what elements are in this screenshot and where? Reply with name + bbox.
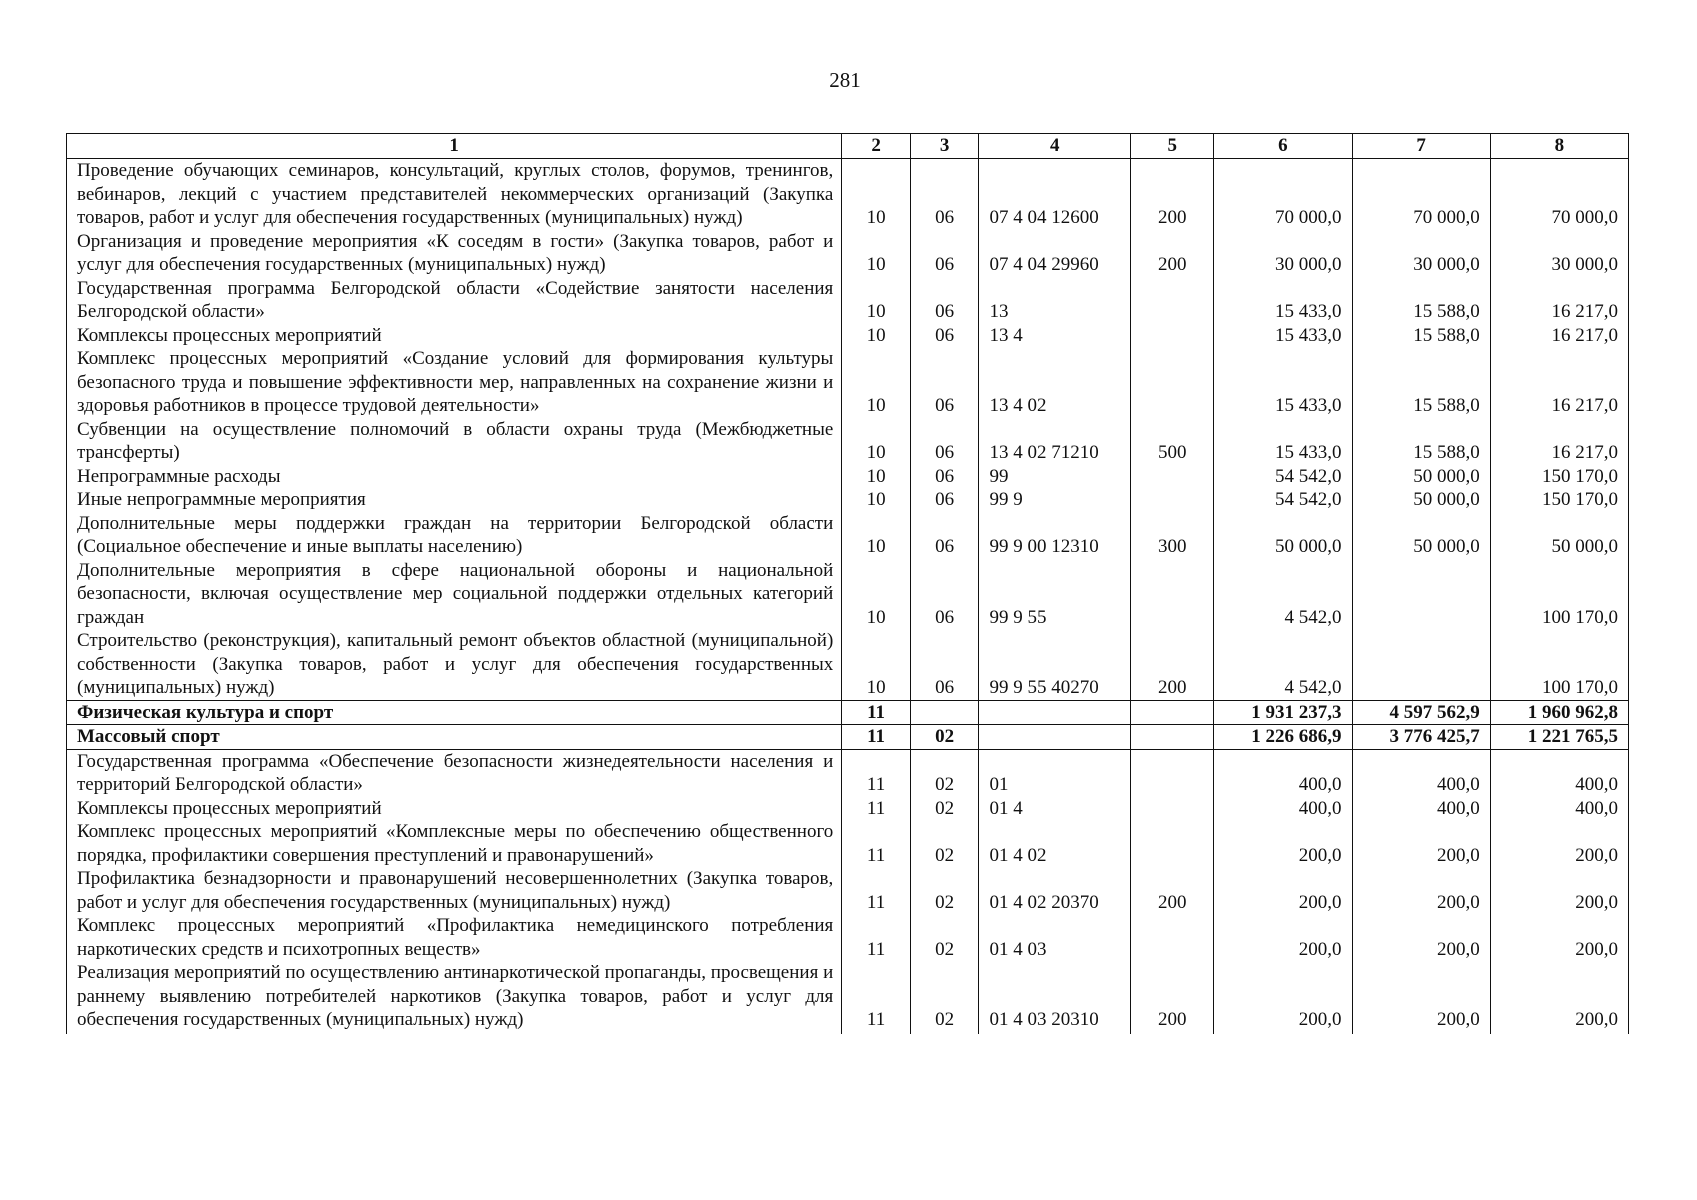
row-description: Комплексы процессных мероприятий xyxy=(67,324,842,348)
row-subsection-code: 06 xyxy=(910,230,979,277)
row-amount-col-8: 150 170,0 xyxy=(1490,488,1628,512)
row-target-article-code: 13 xyxy=(979,277,1131,324)
table-row xyxy=(67,512,1629,559)
row-target-article-code: 99 xyxy=(979,465,1131,489)
row-description: Государственная программа «Обеспечение безопасности жизнедеятельности населения и территорий Белгородской области» xyxy=(67,749,842,797)
table-row xyxy=(67,820,1629,867)
row-amount-col-7: 3 776 425,7 xyxy=(1352,725,1490,750)
row-section-code: 10 xyxy=(842,629,911,700)
row-description: Государственная программа Белгородской области «Содействие занятости населения Белгородской области» xyxy=(67,277,842,324)
table-header xyxy=(67,134,1629,159)
row-description: Непрограммные расходы xyxy=(67,465,842,489)
row-description: Иные непрограммные мероприятия xyxy=(67,488,842,512)
row-expense-type-code xyxy=(1131,820,1214,867)
row-target-article-code: 01 4 03 20310 xyxy=(979,961,1131,1034)
budget-table xyxy=(66,133,1629,1034)
row-section-code: 11 xyxy=(842,749,911,797)
row-amount-col-8: 1 221 765,5 xyxy=(1490,725,1628,750)
table-row xyxy=(67,347,1629,418)
row-section-code: 10 xyxy=(842,488,911,512)
row-expense-type-code xyxy=(1131,488,1214,512)
table-row xyxy=(67,914,1629,961)
row-subsection-code: 06 xyxy=(910,277,979,324)
row-amount-col-8: 400,0 xyxy=(1490,797,1628,821)
row-amount-col-8: 1 960 962,8 xyxy=(1490,700,1628,725)
row-subsection-code: 02 xyxy=(910,961,979,1034)
row-description: Организация и проведение мероприятия «К соседям в гости» (Закупка товаров, работ и услуг для обеспечения государственных (муниципальных) нужд) xyxy=(67,230,842,277)
row-amount-col-8: 200,0 xyxy=(1490,867,1628,914)
row-target-article-code: 99 9 55 xyxy=(979,559,1131,630)
row-amount-col-6: 15 433,0 xyxy=(1214,324,1352,348)
header-col-3: 3 xyxy=(910,134,979,159)
row-amount-col-8: 16 217,0 xyxy=(1490,418,1628,465)
row-subsection-code: 06 xyxy=(910,418,979,465)
row-amount-col-8: 400,0 xyxy=(1490,749,1628,797)
row-expense-type-code xyxy=(1131,465,1214,489)
row-amount-col-8: 16 217,0 xyxy=(1490,347,1628,418)
row-target-article-code: 99 9 00 12310 xyxy=(979,512,1131,559)
row-amount-col-7 xyxy=(1352,629,1490,700)
row-amount-col-7: 15 588,0 xyxy=(1352,347,1490,418)
table-row xyxy=(67,418,1629,465)
row-expense-type-code xyxy=(1131,700,1214,725)
row-amount-col-6: 200,0 xyxy=(1214,961,1352,1034)
row-expense-type-code: 200 xyxy=(1131,159,1214,230)
row-section-code: 10 xyxy=(842,277,911,324)
row-amount-col-7: 400,0 xyxy=(1352,797,1490,821)
row-amount-col-7: 15 588,0 xyxy=(1352,418,1490,465)
header-col-6: 6 xyxy=(1214,134,1352,159)
row-amount-col-6: 54 542,0 xyxy=(1214,465,1352,489)
row-subsection-code: 02 xyxy=(910,914,979,961)
row-expense-type-code xyxy=(1131,725,1214,750)
header-col-5: 5 xyxy=(1131,134,1214,159)
row-expense-type-code: 200 xyxy=(1131,230,1214,277)
row-amount-col-8: 16 217,0 xyxy=(1490,324,1628,348)
row-description: Комплекс процессных мероприятий «Создание условий для формирования культуры безопасного труда и повышение эффективности мер, направленных на сохранение жизни и здоровья работников в процессе трудовой деятельности» xyxy=(67,347,842,418)
row-subsection-code: 06 xyxy=(910,159,979,230)
row-amount-col-6: 15 433,0 xyxy=(1214,277,1352,324)
table-row xyxy=(67,629,1629,700)
row-subsection-code: 06 xyxy=(910,559,979,630)
row-subsection-code: 02 xyxy=(910,820,979,867)
row-description: Профилактика безнадзорности и правонарушений несовершеннолетних (Закупка товаров, работ и услуг для обеспечения государственных (муниципальных) нужд) xyxy=(67,867,842,914)
row-section-code: 11 xyxy=(842,725,911,750)
row-description: Комплекс процессных мероприятий «Профилактика немедицинского потребления наркотических средств и психотропных веществ» xyxy=(67,914,842,961)
header-col-8: 8 xyxy=(1490,134,1628,159)
row-expense-type-code xyxy=(1131,324,1214,348)
table-row xyxy=(67,725,1629,750)
row-section-code: 10 xyxy=(842,159,911,230)
row-amount-col-7: 50 000,0 xyxy=(1352,465,1490,489)
row-amount-col-6: 15 433,0 xyxy=(1214,347,1352,418)
row-section-code: 11 xyxy=(842,797,911,821)
row-amount-col-8: 200,0 xyxy=(1490,914,1628,961)
row-amount-col-7 xyxy=(1352,559,1490,630)
row-description: Массовый спорт xyxy=(67,725,842,750)
row-section-code: 10 xyxy=(842,347,911,418)
row-subsection-code xyxy=(910,700,979,725)
row-target-article-code: 07 4 04 29960 xyxy=(979,230,1131,277)
row-amount-col-7: 200,0 xyxy=(1352,820,1490,867)
row-amount-col-6: 4 542,0 xyxy=(1214,629,1352,700)
row-expense-type-code xyxy=(1131,347,1214,418)
row-description: Физическая культура и спорт xyxy=(67,700,842,725)
row-amount-col-6: 400,0 xyxy=(1214,797,1352,821)
row-description: Субвенции на осуществление полномочий в области охраны труда (Межбюджетные трансферты) xyxy=(67,418,842,465)
row-amount-col-8: 200,0 xyxy=(1490,961,1628,1034)
row-amount-col-7: 15 588,0 xyxy=(1352,324,1490,348)
row-amount-col-8: 100 170,0 xyxy=(1490,629,1628,700)
row-target-article-code: 13 4 02 71210 xyxy=(979,418,1131,465)
row-expense-type-code xyxy=(1131,277,1214,324)
row-amount-col-7: 50 000,0 xyxy=(1352,512,1490,559)
row-amount-col-7: 30 000,0 xyxy=(1352,230,1490,277)
row-amount-col-7: 15 588,0 xyxy=(1352,277,1490,324)
header-row xyxy=(67,134,1629,159)
row-subsection-code: 02 xyxy=(910,725,979,750)
table-row xyxy=(67,559,1629,630)
row-section-code: 11 xyxy=(842,700,911,725)
row-subsection-code: 06 xyxy=(910,465,979,489)
row-amount-col-6: 54 542,0 xyxy=(1214,488,1352,512)
row-target-article-code: 99 9 xyxy=(979,488,1131,512)
row-expense-type-code xyxy=(1131,749,1214,797)
table-body xyxy=(67,159,1629,1034)
row-amount-col-8: 200,0 xyxy=(1490,820,1628,867)
row-description: Проведение обучающих семинаров, консультаций, круглых столов, форумов, тренингов, вебинаров, лекций с участием представителей некоммерческих организаций (Закупка товаров, работ и услуг для обеспечения государственных (муниципальных) нужд) xyxy=(67,159,842,230)
row-target-article-code xyxy=(979,725,1131,750)
row-expense-type-code: 200 xyxy=(1131,867,1214,914)
row-section-code: 11 xyxy=(842,820,911,867)
row-amount-col-7: 50 000,0 xyxy=(1352,488,1490,512)
row-target-article-code: 13 4 02 xyxy=(979,347,1131,418)
row-description: Строительство (реконструкция), капитальный ремонт объектов областной (муниципальной) собственности (Закупка товаров, работ и услуг для обеспечения государственных (муниципальных) нужд) xyxy=(67,629,842,700)
row-amount-col-6: 200,0 xyxy=(1214,820,1352,867)
row-amount-col-6: 70 000,0 xyxy=(1214,159,1352,230)
row-amount-col-6: 50 000,0 xyxy=(1214,512,1352,559)
page-number: 281 xyxy=(829,68,861,92)
row-target-article-code: 01 4 02 xyxy=(979,820,1131,867)
row-subsection-code: 02 xyxy=(910,749,979,797)
table-row xyxy=(67,797,1629,821)
row-target-article-code: 01 4 02 20370 xyxy=(979,867,1131,914)
row-target-article-code: 01 xyxy=(979,749,1131,797)
row-amount-col-6: 200,0 xyxy=(1214,867,1352,914)
table-row xyxy=(67,277,1629,324)
row-amount-col-6: 1 931 237,3 xyxy=(1214,700,1352,725)
header-col-4: 4 xyxy=(979,134,1131,159)
row-expense-type-code: 200 xyxy=(1131,961,1214,1034)
row-section-code: 10 xyxy=(842,324,911,348)
table-row xyxy=(67,749,1629,797)
row-amount-col-8: 16 217,0 xyxy=(1490,277,1628,324)
row-description: Дополнительные меры поддержки граждан на территории Белгородской области (Социальное обеспечение и иные выплаты населению) xyxy=(67,512,842,559)
row-amount-col-7: 70 000,0 xyxy=(1352,159,1490,230)
row-amount-col-6: 4 542,0 xyxy=(1214,559,1352,630)
row-section-code: 10 xyxy=(842,512,911,559)
row-subsection-code: 06 xyxy=(910,512,979,559)
row-amount-col-7: 400,0 xyxy=(1352,749,1490,797)
table-row xyxy=(67,230,1629,277)
row-amount-col-6: 400,0 xyxy=(1214,749,1352,797)
row-target-article-code: 01 4 03 xyxy=(979,914,1131,961)
row-expense-type-code: 300 xyxy=(1131,512,1214,559)
row-expense-type-code: 500 xyxy=(1131,418,1214,465)
row-amount-col-7: 200,0 xyxy=(1352,867,1490,914)
row-target-article-code: 99 9 55 40270 xyxy=(979,629,1131,700)
row-expense-type-code xyxy=(1131,559,1214,630)
table-row xyxy=(67,324,1629,348)
table-row xyxy=(67,465,1629,489)
row-section-code: 11 xyxy=(842,961,911,1034)
row-section-code: 11 xyxy=(842,914,911,961)
row-section-code: 10 xyxy=(842,418,911,465)
row-amount-col-8: 150 170,0 xyxy=(1490,465,1628,489)
row-amount-col-8: 70 000,0 xyxy=(1490,159,1628,230)
row-amount-col-7: 200,0 xyxy=(1352,914,1490,961)
row-subsection-code: 06 xyxy=(910,488,979,512)
row-amount-col-7: 4 597 562,9 xyxy=(1352,700,1490,725)
row-amount-col-7: 200,0 xyxy=(1352,961,1490,1034)
row-subsection-code: 02 xyxy=(910,797,979,821)
row-amount-col-8: 100 170,0 xyxy=(1490,559,1628,630)
table-row xyxy=(67,961,1629,1034)
row-description: Комплексы процессных мероприятий xyxy=(67,797,842,821)
table-row xyxy=(67,700,1629,725)
row-amount-col-6: 30 000,0 xyxy=(1214,230,1352,277)
row-expense-type-code: 200 xyxy=(1131,629,1214,700)
row-amount-col-6: 15 433,0 xyxy=(1214,418,1352,465)
row-subsection-code: 02 xyxy=(910,867,979,914)
row-amount-col-6: 200,0 xyxy=(1214,914,1352,961)
row-description: Комплекс процессных мероприятий «Комплексные меры по обеспечению общественного порядка, профилактики совершения преступлений и правонарушений» xyxy=(67,820,842,867)
row-description: Дополнительные мероприятия в сфере национальной обороны и национальной безопасности, включая осуществление мер социальной поддержки отдельных категорий граждан xyxy=(67,559,842,630)
row-target-article-code: 07 4 04 12600 xyxy=(979,159,1131,230)
row-subsection-code: 06 xyxy=(910,347,979,418)
row-subsection-code: 06 xyxy=(910,629,979,700)
header-col-2: 2 xyxy=(842,134,911,159)
table-row xyxy=(67,488,1629,512)
table-row xyxy=(67,159,1629,230)
header-col-1: 1 xyxy=(67,134,842,159)
row-target-article-code: 13 4 xyxy=(979,324,1131,348)
row-expense-type-code xyxy=(1131,914,1214,961)
table-row xyxy=(67,867,1629,914)
row-section-code: 10 xyxy=(842,465,911,489)
row-subsection-code: 06 xyxy=(910,324,979,348)
row-amount-col-8: 50 000,0 xyxy=(1490,512,1628,559)
header-col-7: 7 xyxy=(1352,134,1490,159)
row-amount-col-6: 1 226 686,9 xyxy=(1214,725,1352,750)
row-expense-type-code xyxy=(1131,797,1214,821)
row-target-article-code xyxy=(979,700,1131,725)
row-target-article-code: 01 4 xyxy=(979,797,1131,821)
row-section-code: 10 xyxy=(842,559,911,630)
row-section-code: 10 xyxy=(842,230,911,277)
row-section-code: 11 xyxy=(842,867,911,914)
row-description: Реализация мероприятий по осуществлению антинаркотической пропаганды, просвещения и раннему выявлению потребителей наркотиков (Закупка товаров, работ и услуг для обеспечения государственных (муниципальных) нужд) xyxy=(67,961,842,1034)
row-amount-col-8: 30 000,0 xyxy=(1490,230,1628,277)
